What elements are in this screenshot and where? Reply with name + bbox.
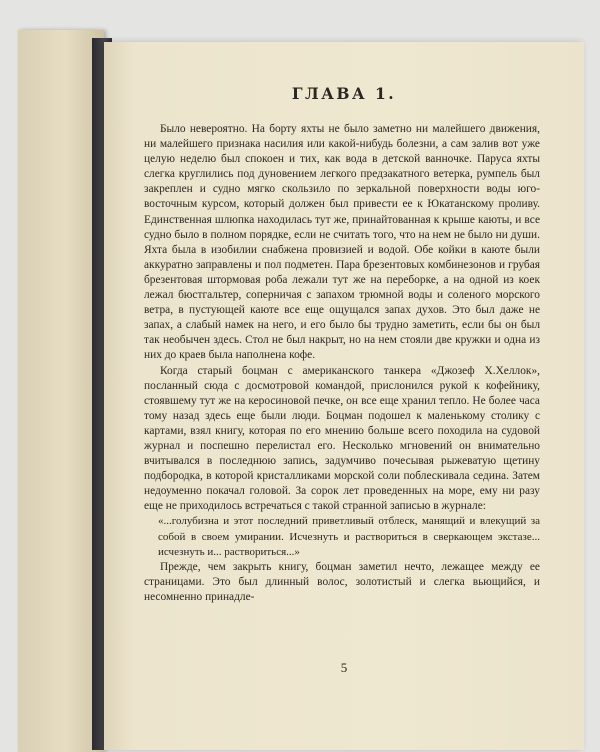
paragraph-2: Когда старый боцман с американского танкера «Джозеф Х.Хеллок», посланный сюда с досмотровой командой, прислонился рукой к кофейнику, стоявшему тут же на керосиновой печке, он все еще хранил тепло. Не более часа тому назад здесь еще были люди. Боцман подошел к маленькому столику с картами, взял книгу, которая по его мнению больше всего походила на судовой журнал и поспешно перелистал его. Несколько мгновений он внимательно вчитывался в последнюю запись, задумчиво почесывая рыжеватую щетину подбородка, в которой кристалликами морской соли поблескивала седина. Затем недоуменно покачал головой. За сорок лет проведенных на море, ему ни разу еще не приходилось встречаться с такой странной записью в журнале:: [144, 364, 540, 513]
chapter-title: ГЛАВА 1.: [291, 84, 397, 103]
page-number: 5: [340, 660, 348, 675]
paragraph-3: Прежде, чем закрыть книгу, боцман заметил нечто, лежащее между ее страницами. Это был длинный волос, золотистый и слегка вьющийся, и несомненно принадле-: [144, 560, 540, 603]
log-quote: «...голубизна и этот последний приветливый отблеск, манящий и влекущий за собой в своем умирании. Исчезнуть и раствориться в сверкающем экстазе... исчезнуть и... раствориться...»: [158, 515, 540, 558]
paragraph-1: Было невероятно. На борту яхты не было заметно ни малейшего движения, ни малейшего признака насилия или какой-нибудь болезни, а сам залив вот уже целую неделю был спокоен и тих, как вода в детской ванночке. Паруса яхты слегка круглились под дуновением легкого предзакатного ветерка, румпель был закреплен и судно мягко скользило по зеркальной поверхности воды юго-восточным курсом, который должен был привести ее к Юкатанскому проливу. Единственная шлюпка находилась тут же, принайтованная к крыше каюты, и все судно было в полном порядке, если не считать того, что на нем не было ни души. Яхта была в изобилии снабжена провизией и водой. Обе койки в каюте были аккуратно заправлены и пол подметен. Пара брезентовых комбинезонов и грубая брезентовая штормовая роба лежали тут же на переборке, а на одной из коек лежал бюстгальтер, соперничая с запахом трюмной воды и соленого морского ветра, в пустующей каюте все еще ощущался запах духов. Это был даже не запах, а слабый намек на него, и его было бы трудно заметить, если бы он был так необычен здесь. Стол не был накрыт, но на нем стояли две кружки и одна из них до краев была наполнена кофе.: [144, 123, 540, 362]
body-text: [144, 122, 540, 605]
